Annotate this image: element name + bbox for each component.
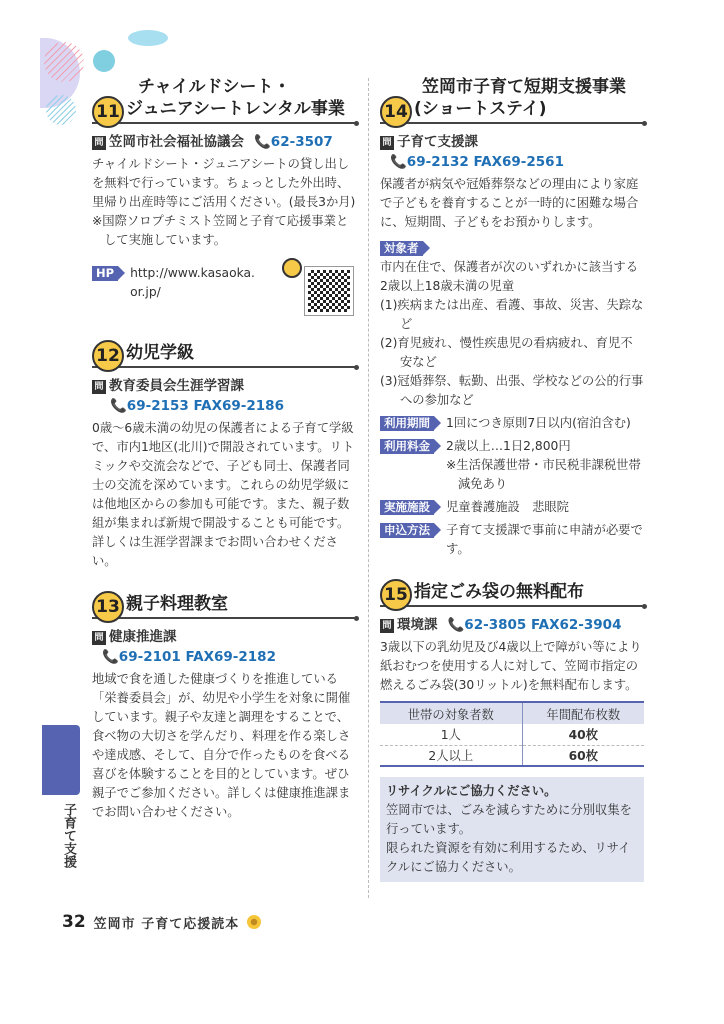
smartphone-icon	[282, 258, 302, 278]
section-heading: 13 親子料理教室	[92, 593, 356, 619]
detail-row: 利用料金 2歳以上…1日2,800円 ※生活保護世帯・市民税非課税世帯減免あり	[380, 437, 644, 494]
section-heading: 12 幼児学級	[92, 342, 356, 368]
phone-number: 📞69-2132 FAX69-2561	[390, 154, 564, 170]
section-number-badge: 13	[92, 591, 124, 623]
side-tab-label: 子育て支援	[61, 803, 76, 868]
phone-number: 📞62-3507	[254, 134, 333, 150]
section-short-stay: 14 笠岡市子育て短期支援事業 (ショートステイ) 問 子育て支援課📞69-2132 FAX69-2561 保護者が病気や冠婚葬祭などの理由により家庭で子どもを養育することが一時的に困難な場合に、短期間、子どもをお預かりします。 対象者 市内在住で、保護者が次のいずれかに該当する2歳以上18歳未満の児童 (1)疾病または出産、看護、事故、災害、失踪など (2)育児疲れ、慢性疾患児の看病疲れ、育児不安など (3)冠婚葬祭、転勤、出張、学校などの公的行事への参加など 利用期間 1回につき原則7日以内(宿泊含む) 利用料金 2歳以上…1日2,800円 ※生活保護世帯・市民税非課税世帯減免あり 実施施設 児童養護施設 悲眼院 申込方法 子育て支援課で事前に申請が必要です。	[380, 76, 644, 559]
inquiry-icon: 問	[380, 619, 394, 633]
detail-row: 利用期間 1回につき原則7日以内(宿泊含む)	[380, 414, 644, 433]
hp-label: HP	[92, 266, 118, 281]
phone-number: 📞69-2101 FAX69-2182	[102, 649, 276, 665]
inquiry-icon: 問	[92, 631, 106, 645]
section-heading: 11 チャイルドシート・ ジュニアシートレンタル事業	[92, 76, 356, 124]
section-number-badge: 15	[380, 579, 412, 611]
decor-stripes	[46, 95, 76, 125]
detail-label: 利用期間	[380, 416, 434, 431]
qr-code[interactable]	[304, 266, 354, 316]
section-number-badge: 11	[92, 96, 124, 128]
table-row: 1人 40枚	[380, 724, 644, 745]
inquiry-icon: 問	[92, 380, 106, 394]
page-number: 32	[62, 912, 86, 932]
section-number-badge: 12	[92, 340, 124, 372]
publication-title: 笠岡市 子育て応援読本	[93, 916, 240, 932]
section-parent-child-cooking: 13 親子料理教室 問 健康推進課📞69-2101 FAX69-2182 地域で食を通した健康づくりを推進している「栄養委員会」が、幼児や小学生を対象に開催しています。親子や友達と調理をすることで、食べ物の大切さを学んだり、料理を作る楽しさや達成感、そして、自分で作ったものを食べる喜びを体験することを目的としています。ぜひ親子でご参加ください。詳しくは健康推進課までお問い合わせください。	[92, 593, 356, 822]
detail-row: 申込方法 子育て支援課で事前に申請が必要です。	[380, 521, 644, 559]
contact: 問 教育委員会生涯学習課 📞69-2153 FAX69-2186	[92, 376, 356, 416]
column-divider	[368, 78, 369, 898]
contact: 問 子育て支援課📞69-2132 FAX69-2561	[380, 132, 644, 172]
contact: 問 健康推進課📞69-2101 FAX69-2182	[92, 627, 356, 667]
section-number-badge: 14	[380, 96, 412, 128]
decor-stripes	[44, 42, 84, 82]
section-infant-class: 12 幼児学級 問 教育委員会生涯学習課 📞69-2153 FAX69-2186 0歳～6歳未満の幼児の保護者による子育て学級で、市内1地区(北川)で開設されています。リトミックや交流会などで、子ども同士、保護者同士の交流を深めています。これらの幼児学級には他地区からの参加も可能です。また、親子数組が集まれば新規で開設することも可能です。詳しくは生涯学習課までお問い合わせください。	[92, 342, 356, 571]
phone-number: 📞69-2153 FAX69-2186	[110, 398, 284, 414]
target-label: 対象者	[380, 241, 423, 256]
contact: 問 笠岡市社会福祉協議会 📞62-3507	[92, 132, 356, 152]
contact: 問 環境課 📞62-3805 FAX62-3904	[380, 615, 644, 635]
side-tab-marker	[42, 725, 80, 795]
section-garbage-bags: 15 指定ごみ袋の無料配布 問 環境課 📞62-3805 FAX62-3904 3歳以下の乳幼児及び4歳以上で障がい等により紙おむつを使用する人に対して、笠岡市指定の燃えるごみ袋(30リットル)を無料配布します。 世帯の対象者数 年間配布枚数 1人 40枚 2人以上 60枚 リサイクルにご協力ください。 笠岡市では、ごみを減らすために分別収集を行っています。 限られた資源を有効に利用するため、リサイクルにご協力ください。	[380, 581, 644, 882]
section-heading: 14 笠岡市子育て短期支援事業 (ショートステイ)	[380, 76, 644, 124]
section-heading: 15 指定ごみ袋の無料配布	[380, 581, 644, 607]
sunflower-icon	[247, 915, 261, 929]
recycle-notice: リサイクルにご協力ください。 笠岡市では、ごみを減らすために分別収集を行っています。 限られた資源を有効に利用するため、リサイクルにご協力ください。	[380, 777, 644, 882]
decor-circle	[128, 30, 168, 46]
footer	[62, 912, 261, 932]
decor-circle	[93, 50, 115, 72]
phone-number: 📞62-3805 FAX62-3904	[447, 617, 622, 633]
distribution-table: 世帯の対象者数 年間配布枚数 1人 40枚 2人以上 60枚	[380, 701, 644, 767]
detail-row: 実施施設 児童養護施設 悲眼院	[380, 498, 644, 517]
detail-label: 申込方法	[380, 523, 434, 538]
detail-label: 実施施設	[380, 500, 434, 515]
section-child-seat-rental: 11 チャイルドシート・ ジュニアシートレンタル事業 問 笠岡市社会福祉協議会 📞62-3507 チャイルドシート・ジュニアシートの貸し出しを無料で行っています。ちょっとした外出時、里帰り出産時等にご活用ください。(最長3か月) ※国際ソロプチミスト笠岡と子育て応援事業として実施しています。 HP http://www.kasaoka.or.jp/	[92, 76, 356, 320]
inquiry-icon: 問	[380, 136, 394, 150]
website-link[interactable]: http://www.kasaoka.or.jp/	[130, 266, 255, 299]
table-row: 2人以上 60枚	[380, 745, 644, 766]
detail-label: 利用料金	[380, 439, 434, 454]
inquiry-icon: 問	[92, 136, 106, 150]
